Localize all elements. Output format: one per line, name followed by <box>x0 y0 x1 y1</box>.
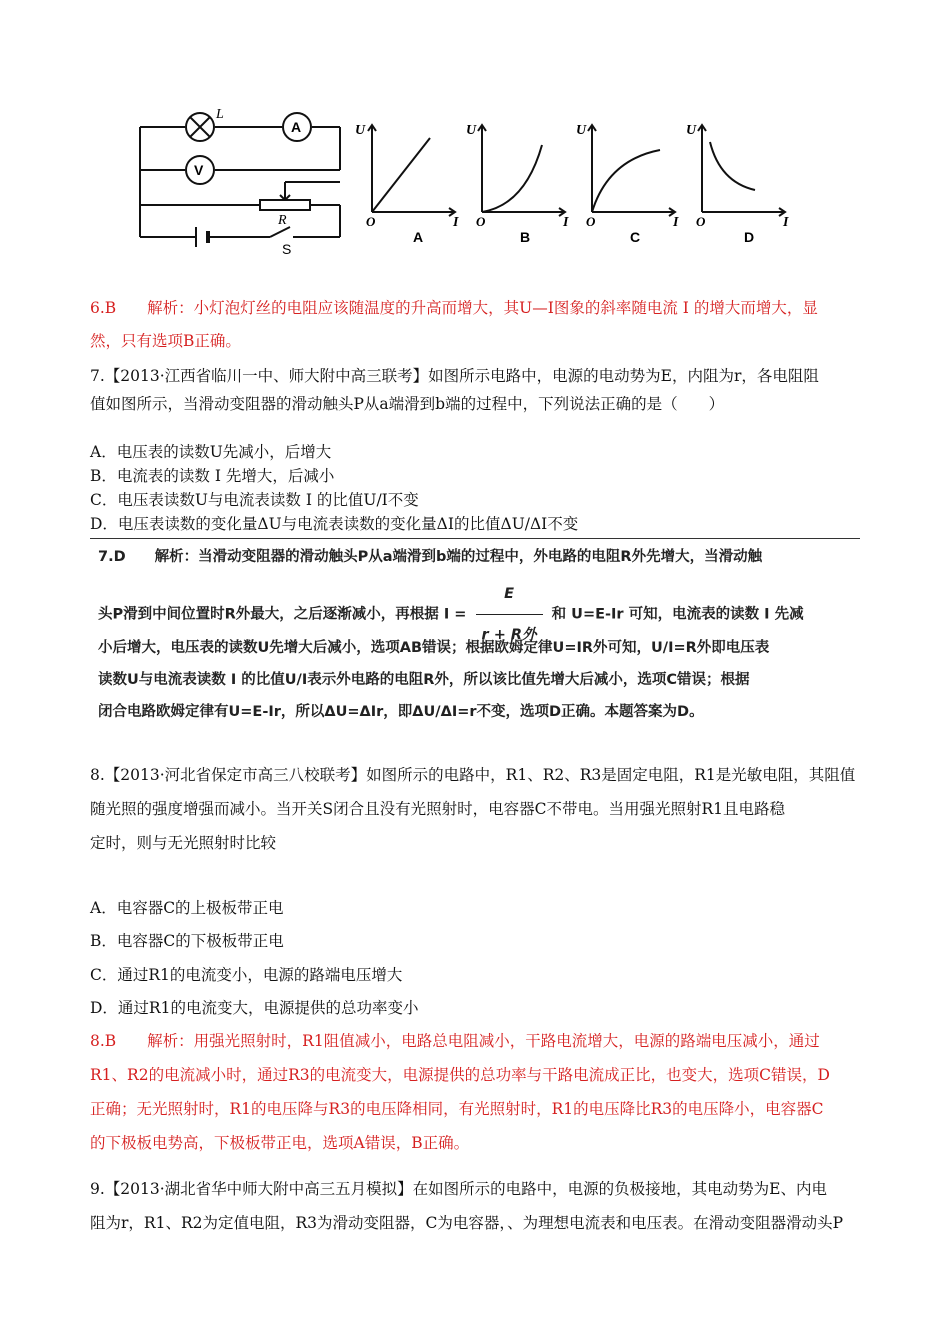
battery-symbol <box>196 227 208 247</box>
lamp-symbol <box>186 113 214 141</box>
graph-a-curve <box>372 138 430 212</box>
rheostat-symbol <box>260 200 310 210</box>
graph-a-x-label: I <box>453 215 459 230</box>
graph-b-x-label: I <box>563 215 569 230</box>
answer-8-line-2: R1、R2的电流减小时，通过R3的电流变大，电源提供的总功率与干路电流成正比，也变大，选项C错误，D <box>90 1066 830 1084</box>
question-8-option-a: A．电容器C的上极板带正电 <box>90 899 284 917</box>
question-8-stem-line-1: 8.【2013·河北省保定市高三八校联考】如图所示的电路中，R1、R2、R3是固定电阻，R1是光敏电阻，其阻值 <box>90 766 856 784</box>
lamp-label: L <box>216 107 224 122</box>
graph-a-caption: A <box>413 229 424 245</box>
graph-c-x-label: I <box>673 215 679 230</box>
graph-b <box>466 123 569 245</box>
fraction-denominator: r + R外 <box>481 627 537 643</box>
graph-d-curve <box>710 142 755 190</box>
question-7-option-a: A．电压表的读数U先减小，后增大 <box>90 443 332 461</box>
question-8-option-c: C．通过R1的电流变小，电源的路端电压增大 <box>90 966 403 984</box>
question-7-stem-line-1: 7.【2013·江西省临川一中、师大附中高三联考】如图所示电路中，电源的电动势为E，内阻为r，各电阻阻 <box>90 367 819 385</box>
fraction-numerator: E <box>476 574 543 615</box>
question-9-stem <box>90 1172 870 1240</box>
graph-d-caption: D <box>744 229 755 245</box>
voltmeter-label: V <box>194 162 204 178</box>
graph-d-y-label: U <box>686 123 697 138</box>
answer-6-line-2: 然，只有选项B正确。 <box>90 332 241 350</box>
question-8-stem <box>90 758 870 860</box>
switch-label: S <box>282 241 292 257</box>
question-7-stem-line-2: 值如图所示，当滑动变阻器的滑动触头P从a端滑到b端的过程中，下列说法正确的是（ ） <box>90 395 725 413</box>
circuit-and-graphs-figure <box>130 100 830 260</box>
graph-d-x-label: I <box>783 215 789 230</box>
circuit-diagram <box>140 127 340 237</box>
graph-a-y-label: U <box>355 123 366 138</box>
question-7-option-d: D．电压表读数的变化量ΔU与电流表读数的变化量ΔI的比值ΔU/ΔI不变 <box>90 515 579 533</box>
solution-7-line-3: 小后增大，电压表的读数U先增大后减小，选项AB错误；根据欧姆定律U=IR外可知，U/I=R外即电压表 <box>98 640 770 656</box>
solution-7-divider <box>90 538 860 539</box>
solution-7-line-2-start: 头P滑到中间位置时R外最大，之后逐渐减小，再根据 I = <box>98 606 467 623</box>
graph-c-y-label: U <box>576 123 587 138</box>
answer-6-line-1: 6.B 解析：小灯泡灯丝的电阻应该随温度的升高而增大，其U—I图象的斜率随电流 I 的增大而增大，显 <box>90 299 818 317</box>
question-8-option-d: D．通过R1的电流变大，电源提供的总功率变小 <box>90 999 419 1017</box>
question-8-stem-line-3: 定时，则与无光照射时比较 <box>90 834 277 852</box>
rheostat-label: R <box>278 213 287 228</box>
graph-d <box>686 123 789 245</box>
question-8-stem-line-2: 随光照的强度增强而减小。当开关S闭合且没有光照射时，电容器C不带电。当用强光照射R1且电路稳 <box>90 800 786 818</box>
graph-c-curve <box>592 150 660 212</box>
solution-7-line-2-end: 和 U=E-Ir 可知，电流表的读数 I 先减 <box>551 606 804 623</box>
solution-7-line-4: 读数U与电流表读数 I 的比值U/I表示外电路的电阻R外，所以该比值先增大后减小，选项C错误；根据 <box>98 672 750 688</box>
ammeter-label: A <box>291 119 302 135</box>
graph-b-caption: B <box>520 229 531 245</box>
solution-7-line-1: 7.D 解析：当滑动变阻器的滑动触头P从a端滑到b端的过程中，外电路的电阻R外先增大，当滑动触 <box>98 549 763 565</box>
graph-a <box>355 123 459 245</box>
answer-8-line-1: 8.B 解析：用强光照射时，R1阻值减小，电路总电阻减小，干路电流增大，电源的路端电压减小，通过 <box>90 1032 820 1050</box>
answer-6 <box>90 292 870 358</box>
question-9-stem-line-2: 阻为r，R1、R2为定值电阻，R3为滑动变阻器，C为电容器，、为理想电流表和电压表。在滑动变阻器滑动头P <box>90 1214 844 1232</box>
graph-c <box>576 123 679 245</box>
graph-b-y-label: U <box>466 123 477 138</box>
graph-b-curve <box>482 145 542 212</box>
question-9-stem-line-1: 9.【2013·湖北省华中师大附中高三五月模拟】在如图所示的电路中，电源的负极接地，其电动势为E、内电 <box>90 1180 827 1198</box>
question-7-option-b: B．电流表的读数 I 先增大，后减小 <box>90 467 335 485</box>
question-8-option-b: B．电容器C的下极板带正电 <box>90 932 284 950</box>
voltmeter-symbol <box>186 156 214 184</box>
question-7-option-c: C．电压表读数U与电流表读数 I 的比值U/I不变 <box>90 491 419 509</box>
ammeter-symbol <box>283 113 311 141</box>
graph-d-origin: O <box>696 214 706 229</box>
answer-8-line-4: 的下极板电势高，下极板带正电，选项A错误，B正确。 <box>90 1134 470 1152</box>
graph-c-origin: O <box>586 214 596 229</box>
answer-8 <box>90 1024 870 1160</box>
answer-8-line-3: 正确；无光照射时，R1的电压降与R3的电压降相同，有光照射时，R1的电压降比R3的电压降小，电容器C <box>90 1100 824 1118</box>
solution-7-line-5: 闭合电路欧姆定律有U=E-Ir，所以ΔU=ΔIr，即ΔU/ΔI=r不变，选项D正确。本题答案为D。 <box>98 704 704 720</box>
graph-b-origin: O <box>476 214 486 229</box>
question-7-stem <box>90 362 870 418</box>
graph-a-origin: O <box>366 214 376 229</box>
graph-c-caption: C <box>630 229 641 245</box>
